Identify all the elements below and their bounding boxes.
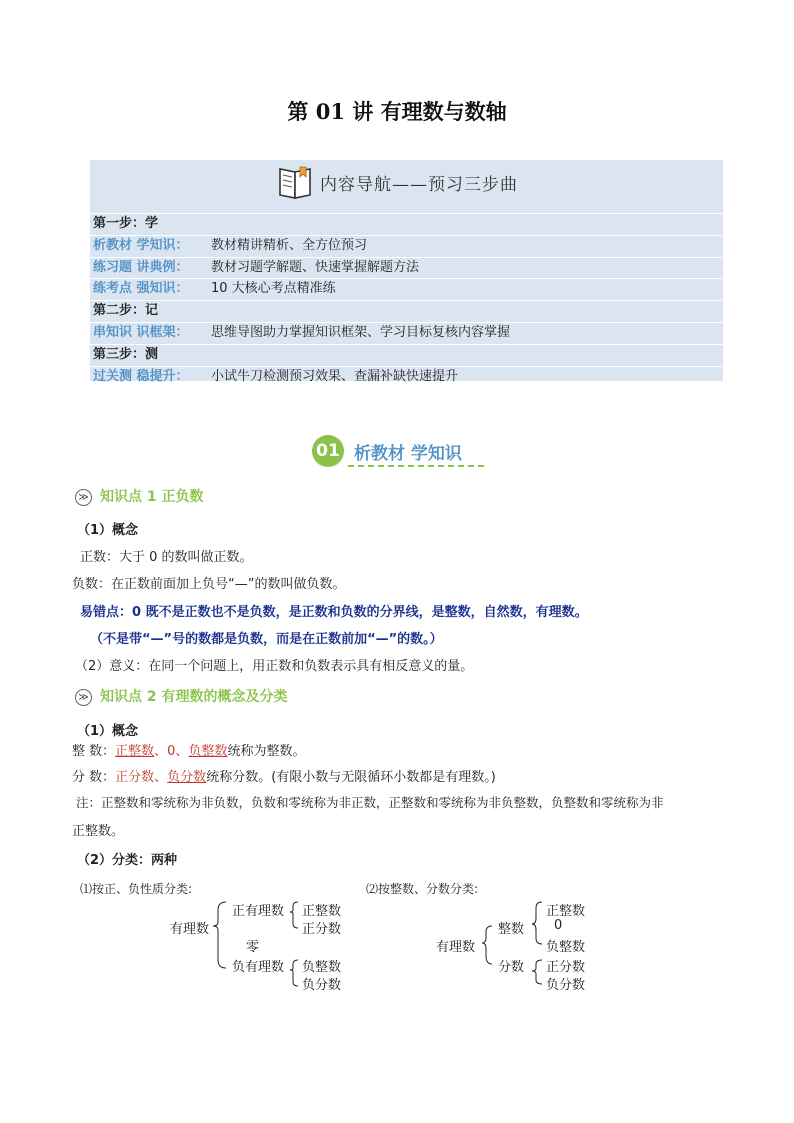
nav-row-description: 10 大核心考点精准练 — [211, 281, 336, 297]
double-chevron-icon: ≫ — [75, 689, 92, 706]
nav-rows — [90, 213, 723, 387]
double-chevron-icon: ≫ — [75, 489, 92, 506]
zero-separator: 、0、 — [154, 744, 189, 759]
positive-integer-term: 正整数 — [115, 744, 155, 759]
tree1-caption: ⑴按正、负性质分类: — [80, 882, 193, 896]
tree1-positive-rational: 正有理数 — [232, 904, 285, 919]
book-icon — [276, 163, 316, 201]
kp1-negative-def: 负数：在正数前面加上负号“—”的数叫做负数。 — [72, 577, 346, 592]
tree1-negative-rational: 负有理数 — [232, 960, 285, 975]
kp2-integer-def — [72, 740, 305, 759]
nav-row — [90, 344, 723, 366]
kp2-title: 知识点 2 有理数的概念及分类 — [100, 689, 288, 705]
knowledge-point-1-heading — [75, 486, 204, 506]
tree2-root: 有理数 — [436, 940, 476, 955]
tree1-negative-integer: 负整数 — [302, 960, 342, 975]
nav-row-description: 小试牛刀检测预习效果、查漏补缺快速提升 — [211, 368, 459, 384]
nav-row — [90, 366, 723, 388]
kp1-note: 易错点：0 既不是正数也不是负数，是正数和负数的分界线，是整数，自然数，有理数。 — [80, 605, 588, 620]
kp1-title: 知识点 1 正负数 — [100, 489, 204, 505]
section-number-badge: 01 — [312, 435, 344, 467]
section-title: 析教材 学知识 — [354, 444, 462, 464]
tree2-positive-integer: 正整数 — [546, 904, 586, 919]
nav-row — [90, 235, 723, 257]
page-title: 第 01 讲 有理数与数轴 — [287, 99, 507, 124]
tree1-positive-integer: 正整数 — [302, 904, 342, 919]
tree2-fraction: 分数 — [498, 960, 525, 975]
nav-row-label: 练习题 讲典例： — [93, 259, 189, 275]
kp1-positive-def: 正数：大于 0 的数叫做正数。 — [80, 550, 253, 565]
nav-row-label: 练考点 强知识： — [93, 281, 189, 297]
kp1-concept-heading: （1）概念 — [77, 523, 139, 538]
nav-row-label: 串知识 识框架： — [93, 324, 189, 340]
integer-label: 整 数： — [72, 744, 116, 759]
tree2-braces — [366, 880, 666, 1000]
kp1-meaning: （2）意义：在同一个问题上，用正数和负数表示具有相反意义的量。 — [75, 659, 474, 674]
nav-row-description: 思维导图助力掌握知识框架、学习目标复核内容掌握 — [211, 324, 511, 340]
nav-row-label: 第一步：学 — [93, 216, 159, 231]
nav-row — [90, 322, 723, 344]
negative-integer-term: 负整数 — [188, 744, 228, 759]
kp2-classification-heading: （2）分类：两种 — [77, 853, 178, 868]
tree2-negative-integer: 负整数 — [546, 940, 586, 955]
section-banner — [312, 435, 487, 469]
tree1-root: 有理数 — [170, 922, 210, 937]
nav-row-label: 第二步：记 — [93, 303, 159, 319]
negative-fraction-term: 负分数 — [167, 770, 207, 785]
section-underline — [348, 465, 484, 467]
classification-tree-integer-fraction — [366, 880, 666, 1000]
nav-row-label: 第三步：测 — [93, 346, 159, 362]
kp2-concept-heading: （1）概念 — [77, 724, 139, 739]
positive-fraction-term: 正分数 — [115, 770, 155, 785]
nav-row-label: 析教材 学知识： — [93, 237, 189, 253]
content-navigation-box — [90, 160, 723, 384]
tree2-positive-fraction: 正分数 — [546, 960, 586, 975]
nav-row-label: 过关测 稳提升： — [93, 368, 189, 384]
knowledge-point-2-heading — [75, 686, 288, 706]
tree2-zero: 0 — [554, 918, 563, 933]
tree2-negative-fraction: 负分数 — [546, 978, 586, 993]
tree1-negative-fraction: 负分数 — [302, 978, 342, 993]
kp2-fraction-def — [72, 766, 496, 785]
nav-header — [90, 160, 723, 210]
classification-tree-sign — [80, 880, 380, 1000]
nav-row-description: 教材习题学解题、快速掌握解题方法 — [211, 259, 420, 275]
tree2-caption: ⑵按整数、分数分类: — [366, 882, 479, 896]
fraction-tail: 统称分数。(有限小数与无限循环小数都是有理数。) — [206, 770, 496, 785]
integer-tail: 统称为整数。 — [227, 744, 306, 759]
nav-row — [90, 257, 723, 279]
kp1-note2: （不是带“—”号的数都是负数，而是在正数前加“—”的数。） — [90, 632, 443, 647]
nav-row — [90, 213, 723, 235]
fraction-separator: 、 — [154, 770, 168, 785]
kp2-note-line2: 正整数。 — [72, 824, 125, 839]
tree2-integer: 整数 — [498, 922, 525, 937]
tree1-zero: 零 — [246, 940, 260, 955]
nav-row — [90, 300, 723, 322]
nav-row — [90, 278, 723, 300]
tree1-positive-fraction: 正分数 — [302, 922, 342, 937]
fraction-label: 分 数： — [72, 770, 116, 785]
nav-heading: 内容导航——预习三步曲 — [320, 175, 518, 195]
nav-row-description: 教材精讲精析、全方位预习 — [211, 237, 368, 253]
kp2-note-line1: 注：正整数和零统称为非负数，负数和零统称为非正数，正整数和零统称为非负整数，负整数和零统称为非 — [76, 795, 664, 810]
